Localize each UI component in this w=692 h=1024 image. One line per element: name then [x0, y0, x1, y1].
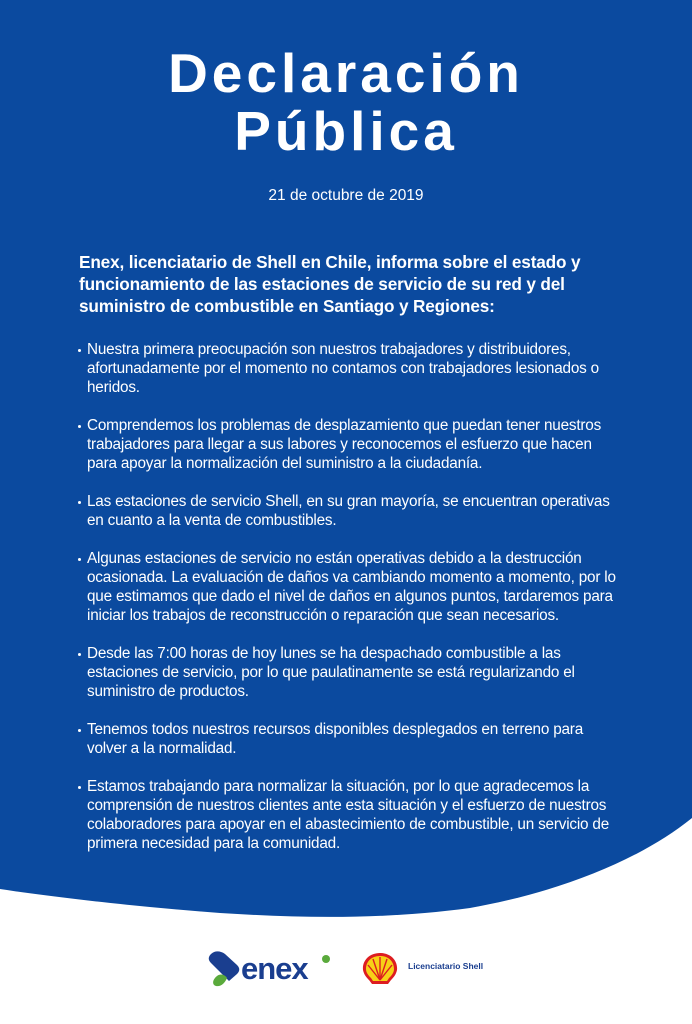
- title-line-2: Pública: [234, 100, 458, 162]
- bullet-icon: [78, 501, 81, 504]
- list-item: [78, 549, 623, 625]
- list-item: [78, 416, 623, 473]
- intro-paragraph: Enex, licenciatario de Shell en Chile, informa sobre el estado y funcionamiento de las estaciones de servicio de su red y del suministro de combustible en Santiago y Regiones:: [79, 252, 581, 316]
- list-item: [78, 777, 623, 853]
- list-item-text: Tenemos todos nuestros recursos disponibles desplegados en terreno para volver a la normalidad.: [87, 721, 584, 757]
- bullet-icon: [78, 349, 81, 352]
- title-line-1: Declaración: [168, 42, 524, 104]
- footer-logos: [0, 948, 692, 992]
- statement-list: [78, 340, 623, 872]
- page-title: [0, 44, 692, 160]
- shell-pecten-icon: [360, 951, 400, 987]
- bullet-icon: [78, 653, 81, 656]
- list-item: [78, 492, 623, 530]
- list-item: [78, 720, 623, 758]
- bullet-icon: [78, 786, 81, 789]
- list-item-text: Algunas estaciones de servicio no están operativas debido a la destrucción ocasionada. La evaluación de daños va cambiando momento a momento, por lo que estimamos que dado el nivel de daños en algunos puntos, tardaremos para iniciar los trabajos de reconstrucción o reparación que sean necesarios.: [87, 550, 616, 624]
- list-item-text: Desde las 7:00 horas de hoy lunes se ha despachado combustible a las estaciones de servicio, por lo que paulatinamente se está regularizando el suministro de productos.: [87, 645, 575, 700]
- list-item-text: Comprendemos los problemas de desplazamiento que puedan tener nuestros trabajadores para llegar a sus labores y reconocemos el esfuerzo que hacen para apoyar la normalización del suministro a la ciudadanía.: [87, 417, 602, 472]
- list-item: [78, 644, 623, 701]
- licensee-label: Licenciatario Shell: [408, 961, 484, 971]
- bullet-icon: [78, 558, 81, 561]
- enex-logo-icon: [207, 948, 335, 990]
- bullet-icon: [78, 729, 81, 732]
- list-item: [78, 340, 623, 397]
- enex-logo-text: enex: [241, 951, 308, 986]
- list-item-text: Estamos trabajando para normalizar la situación, por lo que agradecemos la comprensión de nuestros clientes ante esta situación y el esfuerzo de nuestros colaboradores para apoyar en el abastecimiento de combustible, un servicio de primera necesidad para la comunidad.: [87, 778, 610, 852]
- list-item-text: Las estaciones de servicio Shell, en su gran mayoría, se encuentran operativas en cuanto a la venta de combustibles.: [87, 493, 610, 529]
- bullet-icon: [78, 425, 81, 428]
- list-item-text: Nuestra primera preocupación son nuestros trabajadores y distribuidores, afortunadamente por el momento no contamos con trabajadores lesionados o heridos.: [87, 341, 599, 396]
- publication-date: 21 de octubre de 2019: [268, 187, 424, 204]
